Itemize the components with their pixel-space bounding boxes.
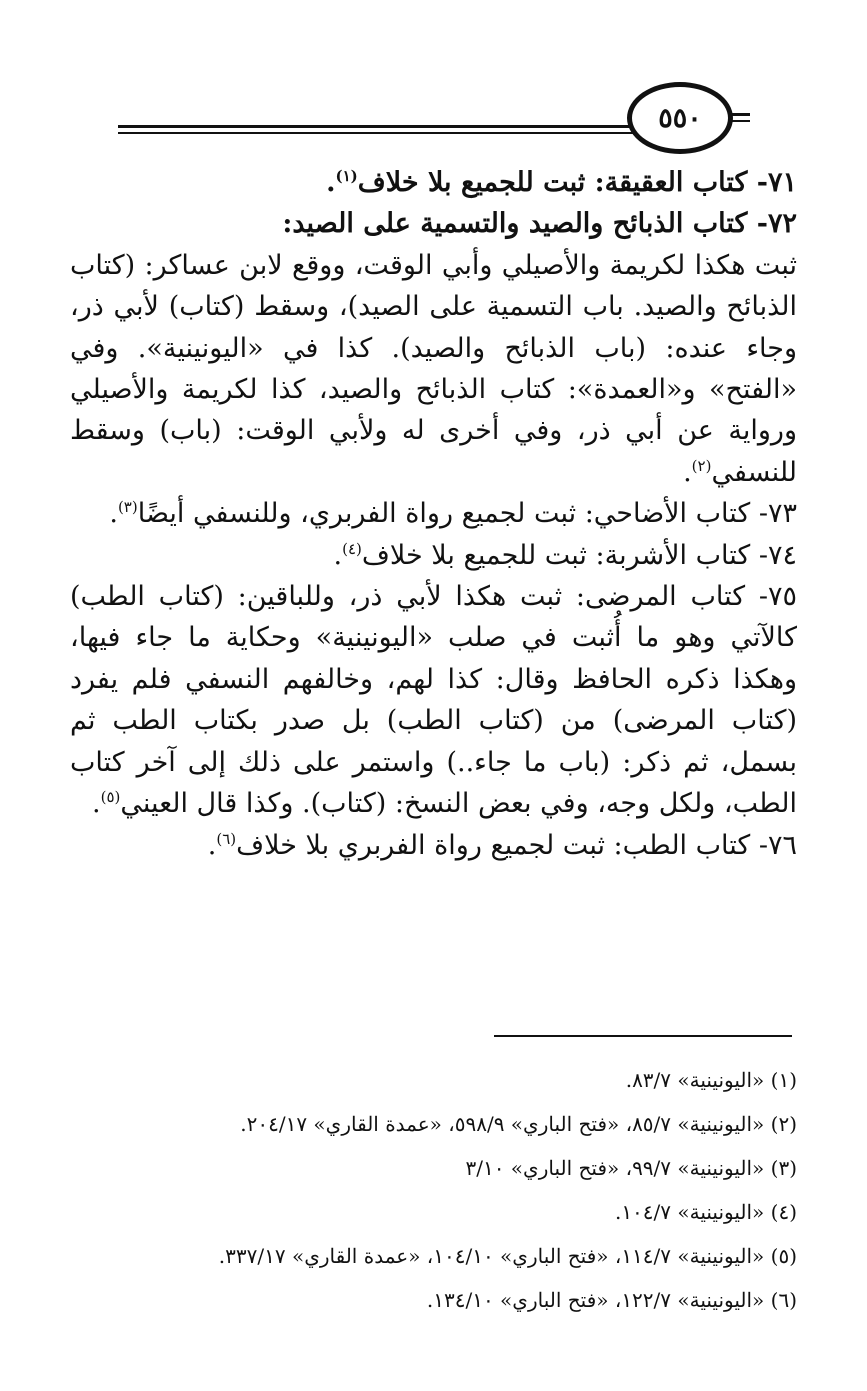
footnote-1: (١) «اليونينية» ٨٣/٧.: [625, 1068, 797, 1092]
header-rule-thick: [118, 125, 633, 128]
paragraph-72: ٧٢- كتاب الذبائح والصيد والتسمية على الصيد:: [282, 208, 797, 240]
page-number-ring: [627, 82, 733, 154]
footnote-4: (٤) «اليونينية» ١٠٤/٧.: [614, 1200, 797, 1224]
paragraph-73: ٧٣- كتاب الأضاحي: ثبت لجميع رواة الفربري، وللنسفي أيضًا$^{(٣)}$.: [109, 498, 797, 530]
paragraph-71: ٧١- كتاب العقيقة: ثبت للجميع بلا خلاف$^{(١)}$.: [326, 167, 797, 198]
note-ref-4: (٤): [342, 539, 362, 558]
paragraph-76: ٧٦- كتاب الطب: ثبت لجميع رواة الفربري بلا خلاف$^{(٦)}$.: [207, 829, 797, 861]
note-ref-1: (١): [335, 167, 358, 185]
footnote-3: (٣) «اليونينية» ٩٩/٧، «فتح الباري» ٣/١٠: [465, 1156, 797, 1180]
footnote-6: (٦) «اليونينية» ١٢٢/٧، «فتح الباري» ١٣٤/١٠.: [426, 1288, 797, 1312]
paragraph-75: ٧٥- كتاب المرضى: ثبت هكذا لأبي ذر، وللباقين: (كتاب الطب) كالآتي وهو ما أُثبت في صلب «اليونينية» وحكاية ما جاء فيها، وهكذا ذكره الحافظ وقال: كذا لهم، وخالفهم النسفي فلم يفرد (كتاب المرضى) من (كتاب الطب) بل صدر بكتاب الطب ثم بسمل، ثم ذكر: (باب ما جاء..) واستمر على ذلك إلى آخر كتاب الطب، ولكل وجه، وفي بعض النسخ: (كتاب). وكذا قال العيني$^{(٥)}$.: [70, 581, 797, 820]
footnote-separator: [494, 1035, 792, 1037]
footnote-5: (٥) «اليونينية» ١١٤/٧، «فتح الباري» ١٠٤/١٠، «عمدة القاري» ٣٣٧/١٧.: [218, 1244, 797, 1268]
note-ref-3: (٣): [117, 498, 138, 517]
paragraph-72-body: ثبت هكذا لكريمة والأصيلي وأبي الوقت، ووقع لابن عساكر: (كتاب الذبائح والصيد. باب التسمية على الصيد)، وسقط (كتاب) لأبي ذر، وجاء عنده: (باب الذبائح والصيد). كذا في «اليونينية». وفي «الفتح» و«العمدة»: كتاب الذبائح والصيد، كذا لكريمة والأصيلي ورواية عن أبي ذر، وفي أخرى له ولأبي الوقت: (باب) وسقط للنسفي$^{(٢)}$.: [70, 249, 797, 488]
paragraph-74: ٧٤- كتاب الأشربة: ثبت للجميع بلا خلاف$^{(٤)}$.: [333, 539, 797, 571]
header-rule-thin: [118, 132, 633, 134]
note-ref-2: (٢): [691, 456, 712, 475]
footnote-2: (٢) «اليونينية» ٨٥/٧، «فتح الباري» ٥٩٨/٩، «عمدة القاري» ٢٠٤/١٧.: [240, 1112, 797, 1136]
page-number: ٥٥٠: [658, 102, 702, 134]
main-text: [70, 162, 797, 866]
note-ref-5: (٥): [100, 788, 121, 807]
footnotes: [70, 1058, 797, 1322]
note-ref-6: (٦): [216, 829, 237, 848]
